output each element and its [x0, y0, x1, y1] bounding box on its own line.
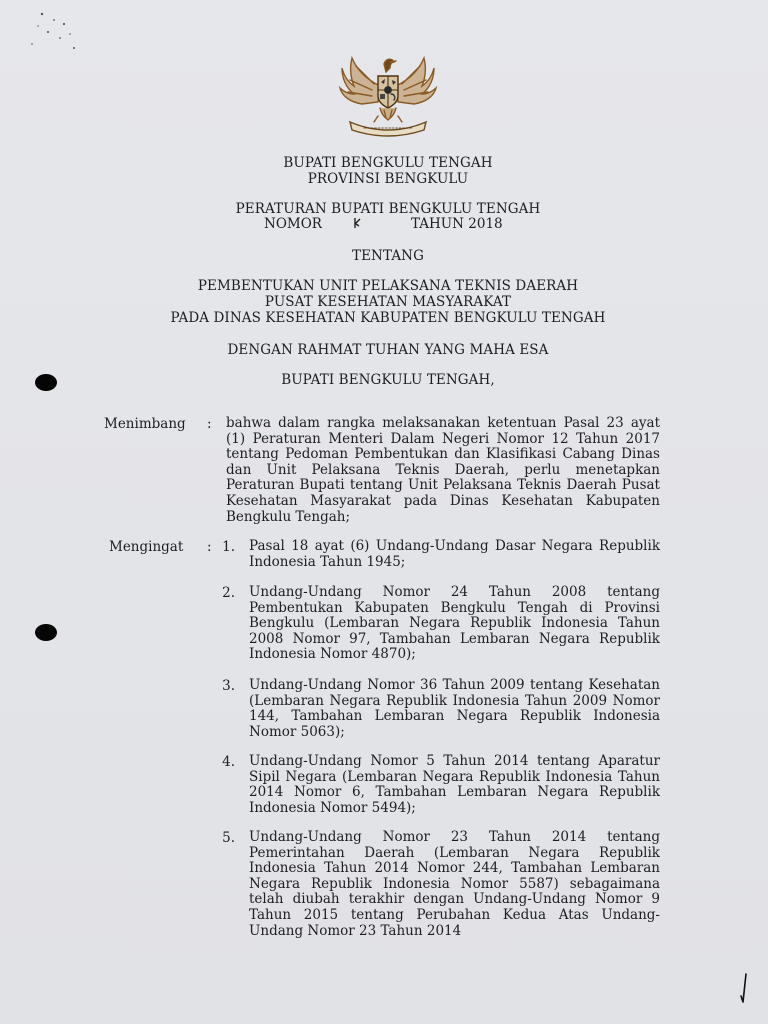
nomor-label: NOMOR: [264, 216, 322, 232]
list-item-number: 3.: [222, 678, 235, 694]
mengingat-label: Mengingat: [109, 539, 184, 555]
list-item-text: Pasal 18 ayat (6) Undang-Undang Dasar Negara Republik Indonesia Tahun 1945;: [249, 538, 660, 570]
subject-line-2: PUSAT KESEHATAN MASYARAKAT: [264, 294, 512, 310]
list-item-text: Undang-Undang Nomor 5 Tahun 2014 tentang Aparatur Sipil Negara (Lembaran Negara Republik Indonesia Tahun 2014 Nomor 6, Tambahan Lembaran Negara Republik Indonesia Nomor 5494);: [249, 753, 660, 816]
list-item-number: 4.: [222, 754, 235, 770]
list-item-text: Undang-Undang Nomor 24 Tahun 2008 tentang Pembentukan Kabupaten Bengkulu Tengah di Provinsi Bengkulu (Lembaran Negara Republik Indonesia Tahun 2008 Nomor 97, Tambahan Lembaran Negara Republik Indonesia Nomor 4870);: [249, 584, 660, 663]
menimbang-label: Menimbang: [104, 416, 186, 432]
menimbang-text: bahwa dalam rangka melaksanakan ketentuan Pasal 23 ayat (1) Peraturan Menteri Dalam Negeri Nomor 12 Tahun 2017 tentang Pedoman Pembentukan dan Klasifikasi Cabang Dinas dan Unit Pelaksana Teknis Daerah, perlu menetapkan Peraturan Bupati tentang Unit Pelaksana Teknis Daerah Pusat Kesehatan Masyarakat pada Dinas Kesehatan Kabupaten Bengkulu Tengah;: [226, 415, 660, 525]
tahun-label: TAHUN 2018: [411, 216, 503, 232]
subject-line-1: PEMBENTUKAN UNIT PELAKSANA TEKNIS DAERAH: [197, 278, 579, 294]
province-line: PROVINSI BENGKULU: [307, 171, 469, 187]
punch-hole-icon: [35, 374, 57, 391]
list-item-number: 5.: [222, 830, 235, 846]
garuda-emblem-icon: [334, 46, 442, 138]
list-item-text: Undang-Undang Nomor 36 Tahun 2009 tentang Kesehatan (Lembaran Negara Republik Indonesia Tahun 2009 Nomor 144, Tambahan Lembaran Negara Republik Indonesia Nomor 5063);: [249, 677, 660, 740]
blessing-line: DENGAN RAHMAT TUHAN YANG MAHA ESA: [227, 342, 549, 358]
mengingat-colon: :: [207, 539, 212, 555]
handwritten-number-mark: [352, 216, 362, 230]
list-item-text: Undang-Undang Nomor 23 Tahun 2014 tentang Pemerintahan Daerah (Lembaran Negara Republik Indonesia Tahun 2014 Nomor 244, Tambahan Lembaran Negara Republik Indonesia Nomor 5587) sebagaimana telah diubah terakhir dengan Undang-Undang Nomor 9 Tahun 2015 tentang Perubahan Kedua Atas Undang-Undang Nomor 23 Tahun 2014: [249, 829, 660, 939]
scan-specks: [20, 8, 82, 58]
list-item-number: 2.: [222, 585, 235, 601]
tentang-heading: TENTANG: [352, 248, 424, 264]
regulation-title: PERATURAN BUPATI BENGKULU TENGAH: [235, 201, 541, 217]
subject-line-3: PADA DINAS KESEHATAN KABUPATEN BENGKULU TENGAH: [170, 310, 606, 326]
regent-line: BUPATI BENGKULU TENGAH: [283, 155, 493, 171]
menimbang-colon: :: [207, 416, 212, 432]
punch-hole-icon: [35, 624, 57, 641]
initial-mark: [736, 972, 752, 1006]
issuer-line: BUPATI BENGKULU TENGAH,: [281, 372, 495, 388]
list-item-number: 1.: [222, 539, 235, 555]
